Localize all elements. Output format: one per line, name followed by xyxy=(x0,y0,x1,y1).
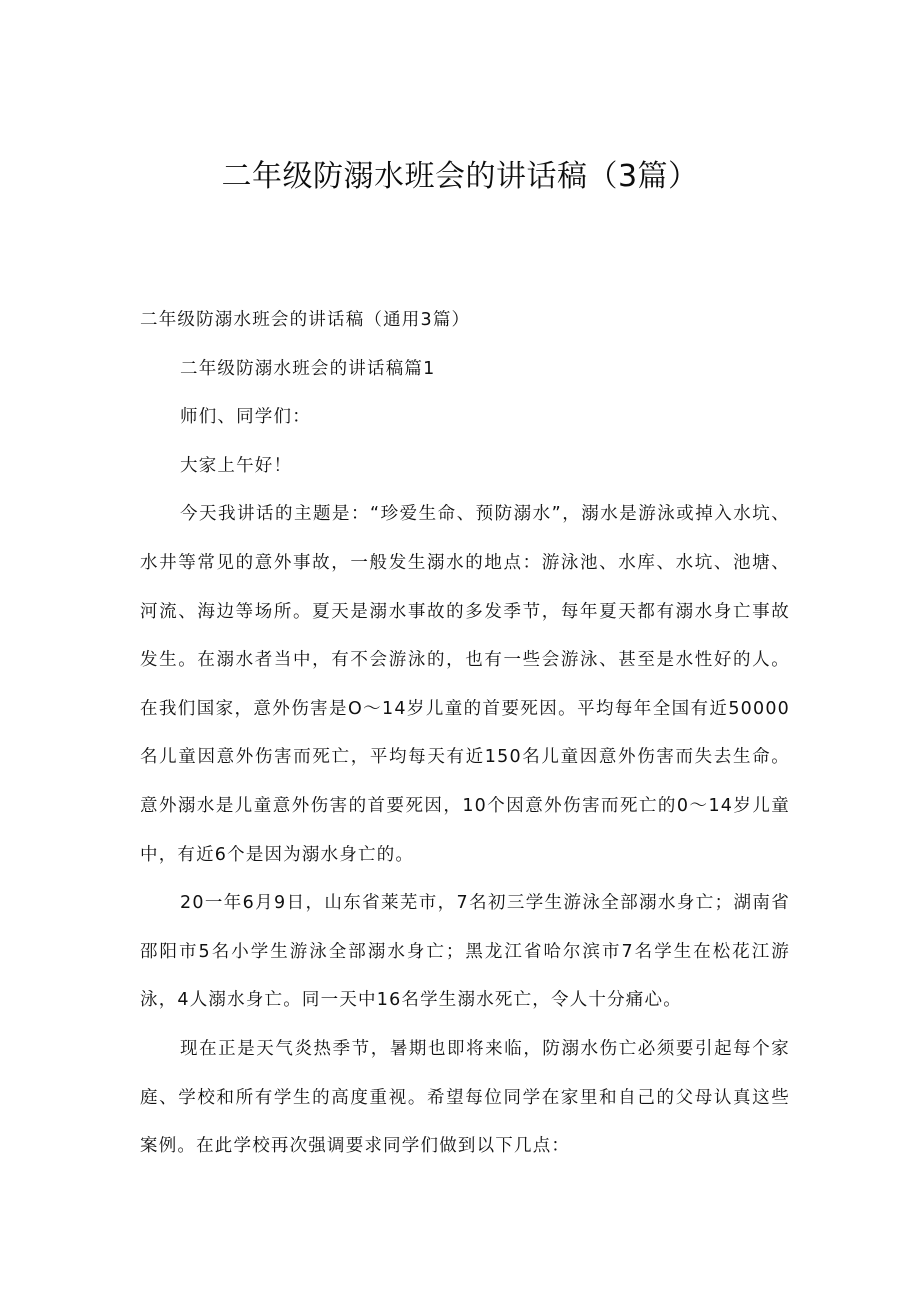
paragraph: 现在正是天气炎热季节，暑期也即将来临，防溺水伤亡必须要引起每个家庭、学校和所有学生的高度重视。希望每位同学在家里和自己的父母认真这些案例。在此学校再次强调要求同学们做到以下几点： xyxy=(140,1038,790,1157)
paragraph: 今天我讲话的主题是：“珍爱生命、预防溺水”，溺水是游泳或掉入水坑、水井等常见的意外事故，一般发生溺水的地点：游泳池、水库、水坑、池塘、河流、海边等场所。夏天是溺水事故的多发季节，每年夏天都有溺水身亡事故发生。在溺水者当中，有不会游泳的，也有一些会游泳、甚至是水性好的人。在我们国家，意外伤害是O～14岁儿童的首要死因。平均每年全国有近50000名儿童因意外伤害而死亡，平均每天有近150名儿童因意外伤害而失去生命。意外溺水是儿童意外伤害的首要死因，10个因意外伤害而死亡的0～14岁儿童中，有近6个是因为溺水身亡的。 xyxy=(140,504,790,865)
document-subtitle: 二年级防溺水班会的讲话稿（通用3篇） xyxy=(140,310,471,330)
document-title: 二年级防溺水班会的讲话稿（3篇） xyxy=(221,159,699,194)
salutation: 师们、同学们： xyxy=(180,407,311,428)
paragraph: 20一年6月9日，山东省莱芜市，7名初三学生游泳全部溺水身亡；湖南省邵阳市5名小学生游泳全部溺水身亡；黑龙江省哈尔滨市7名学生在松花江游泳，4人溺水身亡。同一天中16名学生溺水死亡，令人十分痛心。 xyxy=(140,893,790,1011)
section-heading: 二年级防溺水班会的讲话稿篇1 xyxy=(180,358,436,379)
document-body xyxy=(140,296,790,1171)
greeting: 大家上午好！ xyxy=(180,455,293,476)
